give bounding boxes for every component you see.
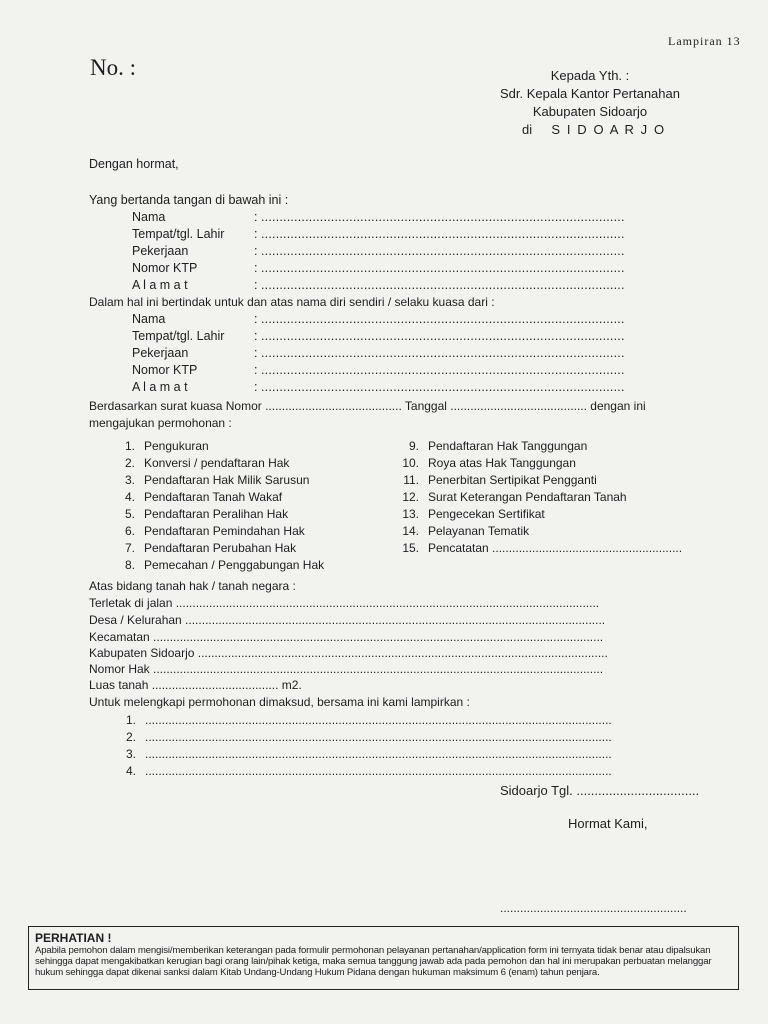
tanah-kecamatan[interactable]: Kecamatan ....................................................................................................................................... bbox=[89, 630, 604, 644]
layanan-item[interactable] bbox=[113, 456, 289, 470]
layanan-no: 4. bbox=[124, 490, 135, 504]
lampiran-blank[interactable]: ............................................................................................................................................ bbox=[145, 713, 612, 727]
dalam-hal-ini: Dalam hal ini bertindak untuk dan atas nama diri sendiri / selaku kuasa dari : bbox=[89, 295, 495, 309]
lampiran-label: Lampiran 13 bbox=[668, 34, 741, 48]
layanan-item[interactable] bbox=[113, 439, 209, 453]
layanan-no: 15. bbox=[402, 541, 419, 555]
layanan-no: 9. bbox=[408, 439, 419, 453]
kepada-di: di bbox=[522, 122, 533, 137]
kepada-line-2: Sdr. Kepala Kantor Pertanahan bbox=[500, 86, 680, 101]
layanan-no: 10. bbox=[402, 456, 419, 470]
lampiran-blank[interactable]: ............................................................................................................................................ bbox=[145, 747, 612, 761]
layanan-no: 12. bbox=[402, 490, 419, 504]
field-blank[interactable]: ................................................................................................... bbox=[261, 380, 625, 394]
layanan-item[interactable] bbox=[113, 507, 288, 521]
field-blank[interactable]: ................................................................................................... bbox=[261, 363, 625, 377]
layanan-no: 3. bbox=[124, 473, 135, 487]
layanan-text: Pengecekan Sertifikat bbox=[428, 507, 545, 521]
field-blank[interactable]: ................................................................................................... bbox=[261, 312, 625, 326]
tanah-desa[interactable]: Desa / Kelurahan .............................................................................................................................. bbox=[89, 613, 606, 627]
lampiran-item[interactable] bbox=[114, 713, 612, 727]
field-colon: : bbox=[254, 227, 258, 241]
layanan-item[interactable] bbox=[113, 558, 324, 572]
layanan-text: Pemecahan / Penggabungan Hak bbox=[144, 558, 325, 572]
field-label: Nomor KTP bbox=[132, 363, 198, 377]
tanah-kabupaten[interactable]: Kabupaten Sidoarjo ........................................................................................................................... bbox=[89, 646, 608, 660]
layanan-text: Pengukuran bbox=[144, 439, 209, 453]
field-label: Pekerjaan bbox=[132, 244, 189, 258]
layanan-text: Roya atas Hak Tanggungan bbox=[428, 456, 576, 470]
field-blank[interactable]: ................................................................................................... bbox=[261, 346, 625, 360]
lampiran-blank[interactable]: ............................................................................................................................................ bbox=[145, 730, 612, 744]
berdasarkan-surat-kuasa[interactable]: Berdasarkan surat kuasa Nomor ......................................... Tanggal ......................................... dengan ini bbox=[89, 399, 646, 413]
lampiran-no: 1. bbox=[125, 713, 136, 727]
layanan-item[interactable] bbox=[397, 507, 545, 521]
field-label: Nama bbox=[132, 210, 166, 224]
layanan-item[interactable] bbox=[113, 524, 305, 538]
lampiran-no: 2. bbox=[125, 730, 136, 744]
lampiran-item[interactable] bbox=[114, 730, 612, 744]
hormat-kami: Hormat Kami, bbox=[568, 816, 648, 831]
field-label: A l a m a t bbox=[132, 278, 188, 292]
layanan-text: Pencatatan ......................................................... bbox=[428, 541, 683, 555]
layanan-text: Pelayanan Tematik bbox=[428, 524, 530, 538]
field-blank[interactable]: ................................................................................................... bbox=[261, 261, 625, 275]
lampiran-no: 3. bbox=[125, 747, 136, 761]
field-blank[interactable]: ................................................................................................... bbox=[261, 329, 625, 343]
field-blank[interactable]: ................................................................................................... bbox=[261, 244, 625, 258]
atas-bidang-tanah: Atas bidang tanah hak / tanah negara : bbox=[89, 579, 296, 593]
kepada-kota: S I D O A R J O bbox=[551, 122, 666, 137]
layanan-item[interactable] bbox=[397, 490, 627, 504]
layanan-item[interactable] bbox=[397, 456, 576, 470]
field-label: Pekerjaan bbox=[132, 346, 189, 360]
lampiran-item[interactable] bbox=[114, 764, 612, 778]
layanan-no: 14. bbox=[402, 524, 419, 538]
field-colon: : bbox=[254, 363, 258, 377]
field-label: Tempat/tgl. Lahir bbox=[132, 329, 225, 343]
layanan-item[interactable] bbox=[113, 490, 282, 504]
field-colon: : bbox=[254, 312, 258, 326]
layanan-text: Pendaftaran Tanah Wakaf bbox=[144, 490, 283, 504]
field-colon: : bbox=[254, 210, 258, 224]
untuk-melengkapi: Untuk melengkapi permohonan dimaksud, bersama ini kami lampirkan : bbox=[89, 695, 470, 709]
layanan-text: Penerbitan Sertipikat Pengganti bbox=[428, 473, 597, 487]
perhatian-title: PERHATIAN ! bbox=[35, 931, 112, 945]
layanan-text: Pendaftaran Hak Tanggungan bbox=[428, 439, 588, 453]
perhatian-box bbox=[28, 926, 739, 990]
field-colon: : bbox=[254, 244, 258, 258]
layanan-no: 11. bbox=[403, 473, 419, 487]
field-label: Nama bbox=[132, 312, 166, 326]
layanan-text: Pendaftaran Hak Milik Sarusun bbox=[144, 473, 310, 487]
layanan-no: 6. bbox=[124, 524, 135, 538]
field-label: Tempat/tgl. Lahir bbox=[132, 227, 225, 241]
field-label: A l a m a t bbox=[132, 380, 188, 394]
field-blank[interactable]: ................................................................................................... bbox=[261, 210, 625, 224]
mengajukan-permohonan: mengajukan permohonan : bbox=[89, 416, 232, 430]
lampiran-item[interactable] bbox=[114, 747, 612, 761]
nomor-label: No. : bbox=[90, 55, 136, 80]
lampiran-no: 4. bbox=[125, 764, 136, 778]
field-colon: : bbox=[254, 346, 258, 360]
layanan-no: 2. bbox=[124, 456, 135, 470]
tanah-luas[interactable]: Luas tanah ...................................... m2. bbox=[89, 678, 302, 692]
salam: Dengan hormat, bbox=[89, 157, 179, 171]
layanan-no: 7. bbox=[124, 541, 135, 555]
layanan-item[interactable] bbox=[397, 439, 587, 453]
layanan-no: 8. bbox=[124, 558, 135, 572]
kepada-line-1: Kepada Yth. : bbox=[550, 68, 630, 83]
perhatian-body: Apabila pemohon dalam mengisi/memberikan keterangan pada formulir permohonan pelayanan pertanahan/application form ini ternyata tidak benar atau dipalsukan sehingga dapat mengakibatkan kerugian bagi orang lain/pihak ketiga, maka semua tanggung jawab ada pada pemohon dan hal ini merupakan perbuatan melanggar hukum sehingga dapat dikenai sanksi dalam Kitab Undang-Undang Hukum Pidana dengan hukuman maksimum 6 (enam) tahun penjara. bbox=[35, 945, 712, 979]
signature-line[interactable]: ........................................................ bbox=[500, 901, 687, 915]
layanan-item[interactable] bbox=[113, 541, 296, 555]
kepada-di-line bbox=[522, 122, 666, 137]
field-colon: : bbox=[254, 329, 258, 343]
layanan-text: Surat Keterangan Pendaftaran Tanah bbox=[428, 490, 627, 504]
layanan-item[interactable] bbox=[397, 473, 597, 487]
field-colon: : bbox=[254, 278, 258, 292]
field-colon: : bbox=[254, 380, 258, 394]
layanan-item[interactable] bbox=[397, 541, 682, 555]
field-blank[interactable]: ................................................................................................... bbox=[261, 278, 625, 292]
tempat-tanggal[interactable]: Sidoarjo Tgl. .................................. bbox=[500, 783, 700, 798]
field-blank[interactable]: ................................................................................................... bbox=[261, 227, 625, 241]
kepada-line-3: Kabupaten Sidoarjo bbox=[532, 104, 648, 119]
yang-bertanda-tangan: Yang bertanda tangan di bawah ini : bbox=[89, 193, 289, 207]
layanan-no: 13. bbox=[402, 507, 419, 521]
tanah-nomor-hak[interactable]: Nomor Hak ....................................................................................................................................... bbox=[89, 662, 604, 676]
field-label: Nomor KTP bbox=[132, 261, 198, 275]
layanan-item[interactable] bbox=[397, 524, 529, 538]
layanan-item[interactable] bbox=[113, 473, 309, 487]
layanan-no: 5. bbox=[124, 507, 135, 521]
layanan-text: Konversi / pendaftaran Hak bbox=[144, 456, 290, 470]
field-colon: : bbox=[254, 261, 258, 275]
layanan-text: Pendaftaran Pemindahan Hak bbox=[144, 524, 305, 538]
layanan-text: Pendaftaran Perubahan Hak bbox=[144, 541, 297, 555]
layanan-text: Pendaftaran Peralihan Hak bbox=[144, 507, 289, 521]
lampiran-blank[interactable]: ............................................................................................................................................ bbox=[145, 764, 612, 778]
layanan-no: 1. bbox=[124, 439, 135, 453]
tanah-terletak[interactable]: Terletak di jalan ............................................................................................................................... bbox=[89, 596, 600, 610]
